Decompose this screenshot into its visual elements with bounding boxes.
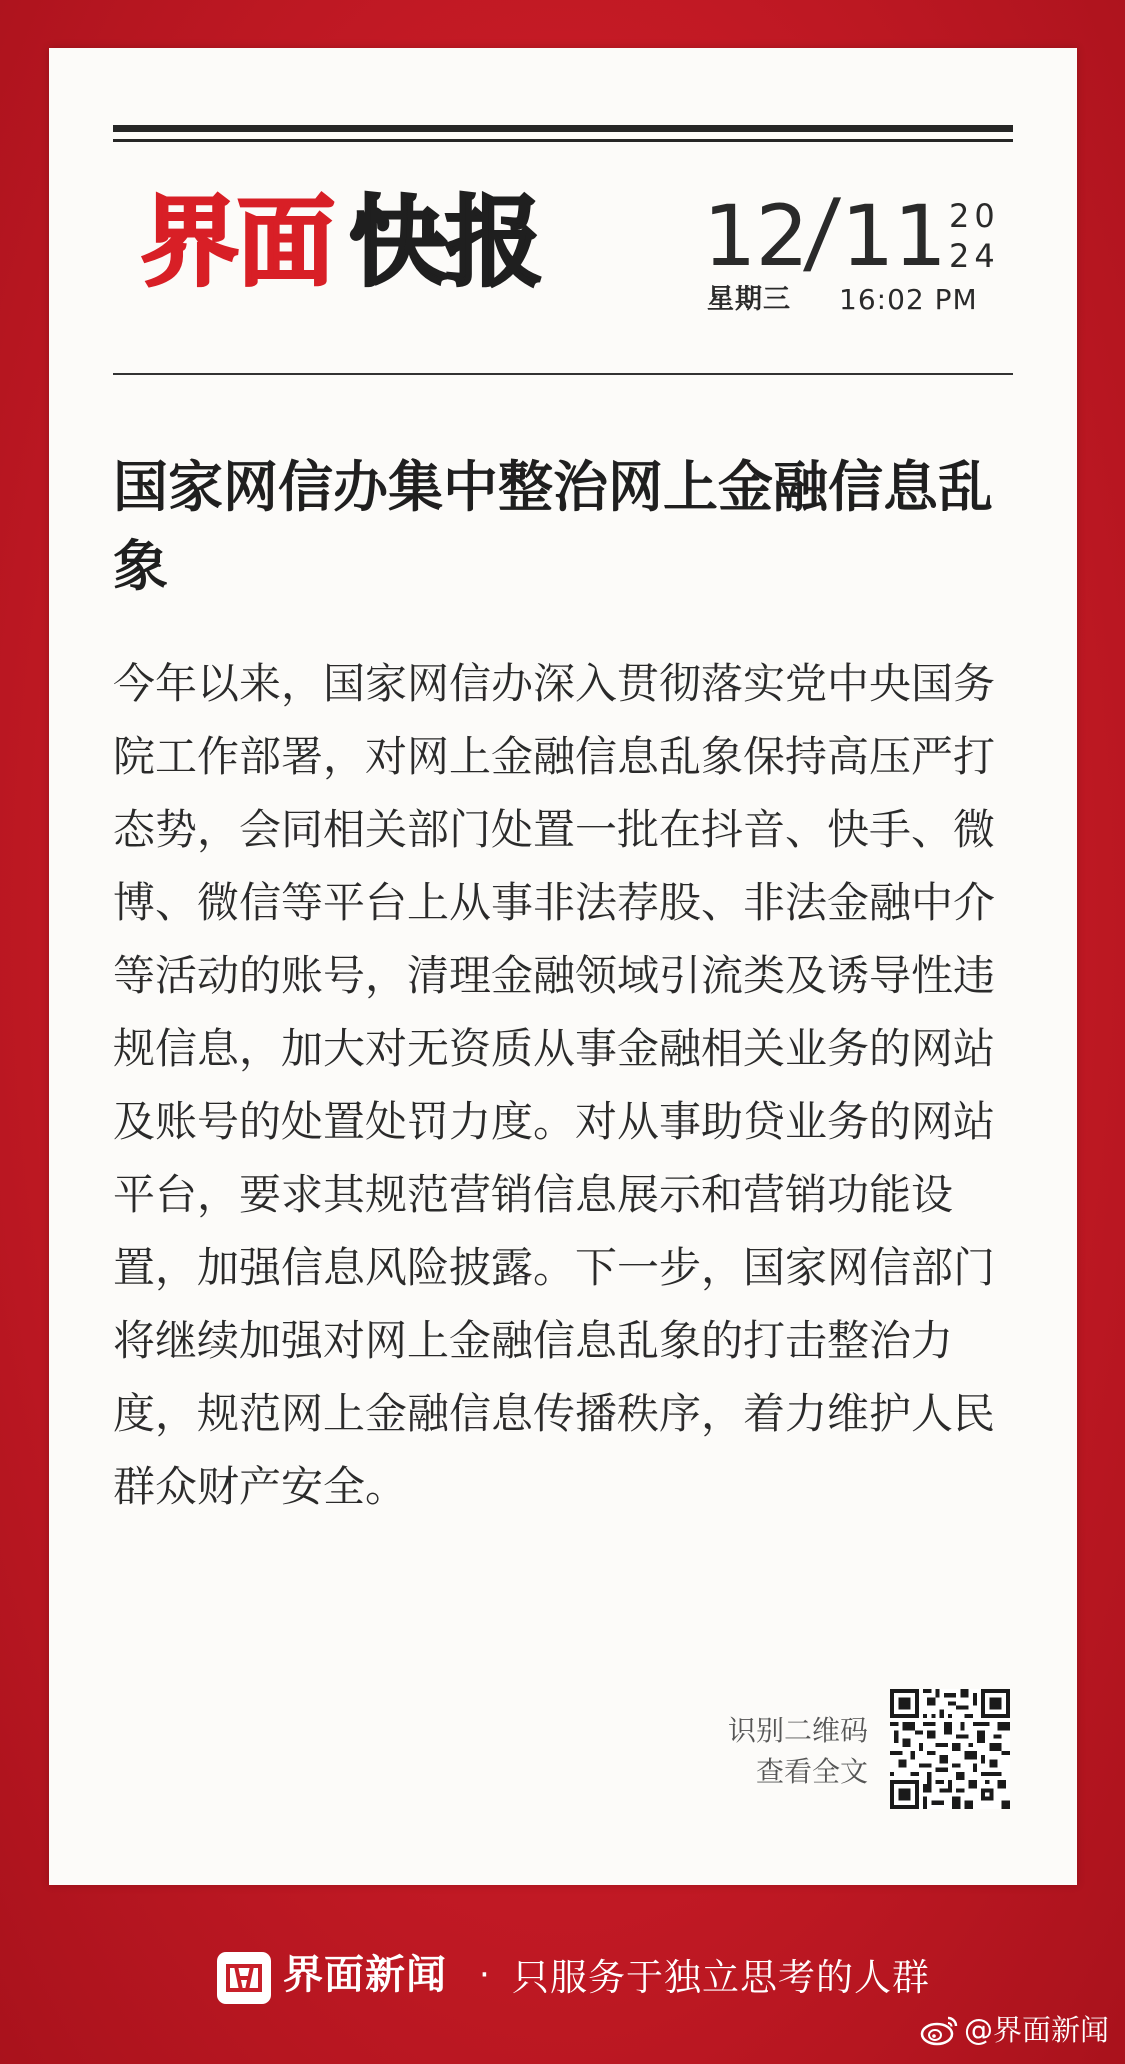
date-time: 16:02 PM — [839, 283, 978, 316]
top-rule-thin — [113, 139, 1013, 142]
jiemian-logo-icon — [217, 1952, 271, 2004]
weibo-icon — [920, 2014, 960, 2046]
footer-brand: 界面新闻 — [283, 1952, 447, 1998]
masthead-brand-black: 快报 — [349, 186, 542, 300]
article-headline: 国家网信办集中整治网上金融信息乱象 — [113, 455, 994, 598]
date-day: 11 — [841, 187, 946, 285]
article-body: 今年以来，国家网信办深入贯彻落实党中央国务院工作部署，对网上金融信息乱象保持高压严打态势，会同相关部门处置一批在抖音、快手、微博、微信等平台上从事非法荐股、非法金融中介等活动的账号，清理金融领域引流类及诱导性违规信息，加大对无资质从事金融相关业务的网站及账号的处置处罚力度。对从事助贷业务的网站平台，要求其规范营销信息展示和营销功能设置，加强信息风险披露。下一步，国家网信部门将继续加强对网上金融信息乱象的打击整治力度，规范网上金融信息传播秩序，着力维护人民群众财产安全。 — [113, 659, 996, 1511]
qr-caption-line1: 识别二维码 — [727, 1714, 868, 1747]
news-card — [49, 48, 1077, 1885]
date-weekday: 星期三 — [707, 284, 791, 315]
date-month: 12 — [703, 187, 808, 285]
top-rule-thick — [113, 125, 1013, 132]
qr-caption-line2: 查看全文 — [755, 1755, 868, 1788]
date-slash: / — [801, 180, 843, 285]
footer-slogan: 只服务于独立思考的人群 — [512, 1956, 930, 1999]
date-year-bottom: 24 — [949, 237, 1000, 275]
masthead-brand-red: 界面 — [141, 186, 334, 300]
qr-code-icon[interactable] — [890, 1689, 1010, 1809]
header-divider — [113, 373, 1013, 375]
weibo-watermark-handle: @界面新闻 — [964, 2013, 1110, 2047]
date-year-top: 20 — [949, 197, 1000, 235]
footer-separator: · — [479, 1955, 490, 1995]
